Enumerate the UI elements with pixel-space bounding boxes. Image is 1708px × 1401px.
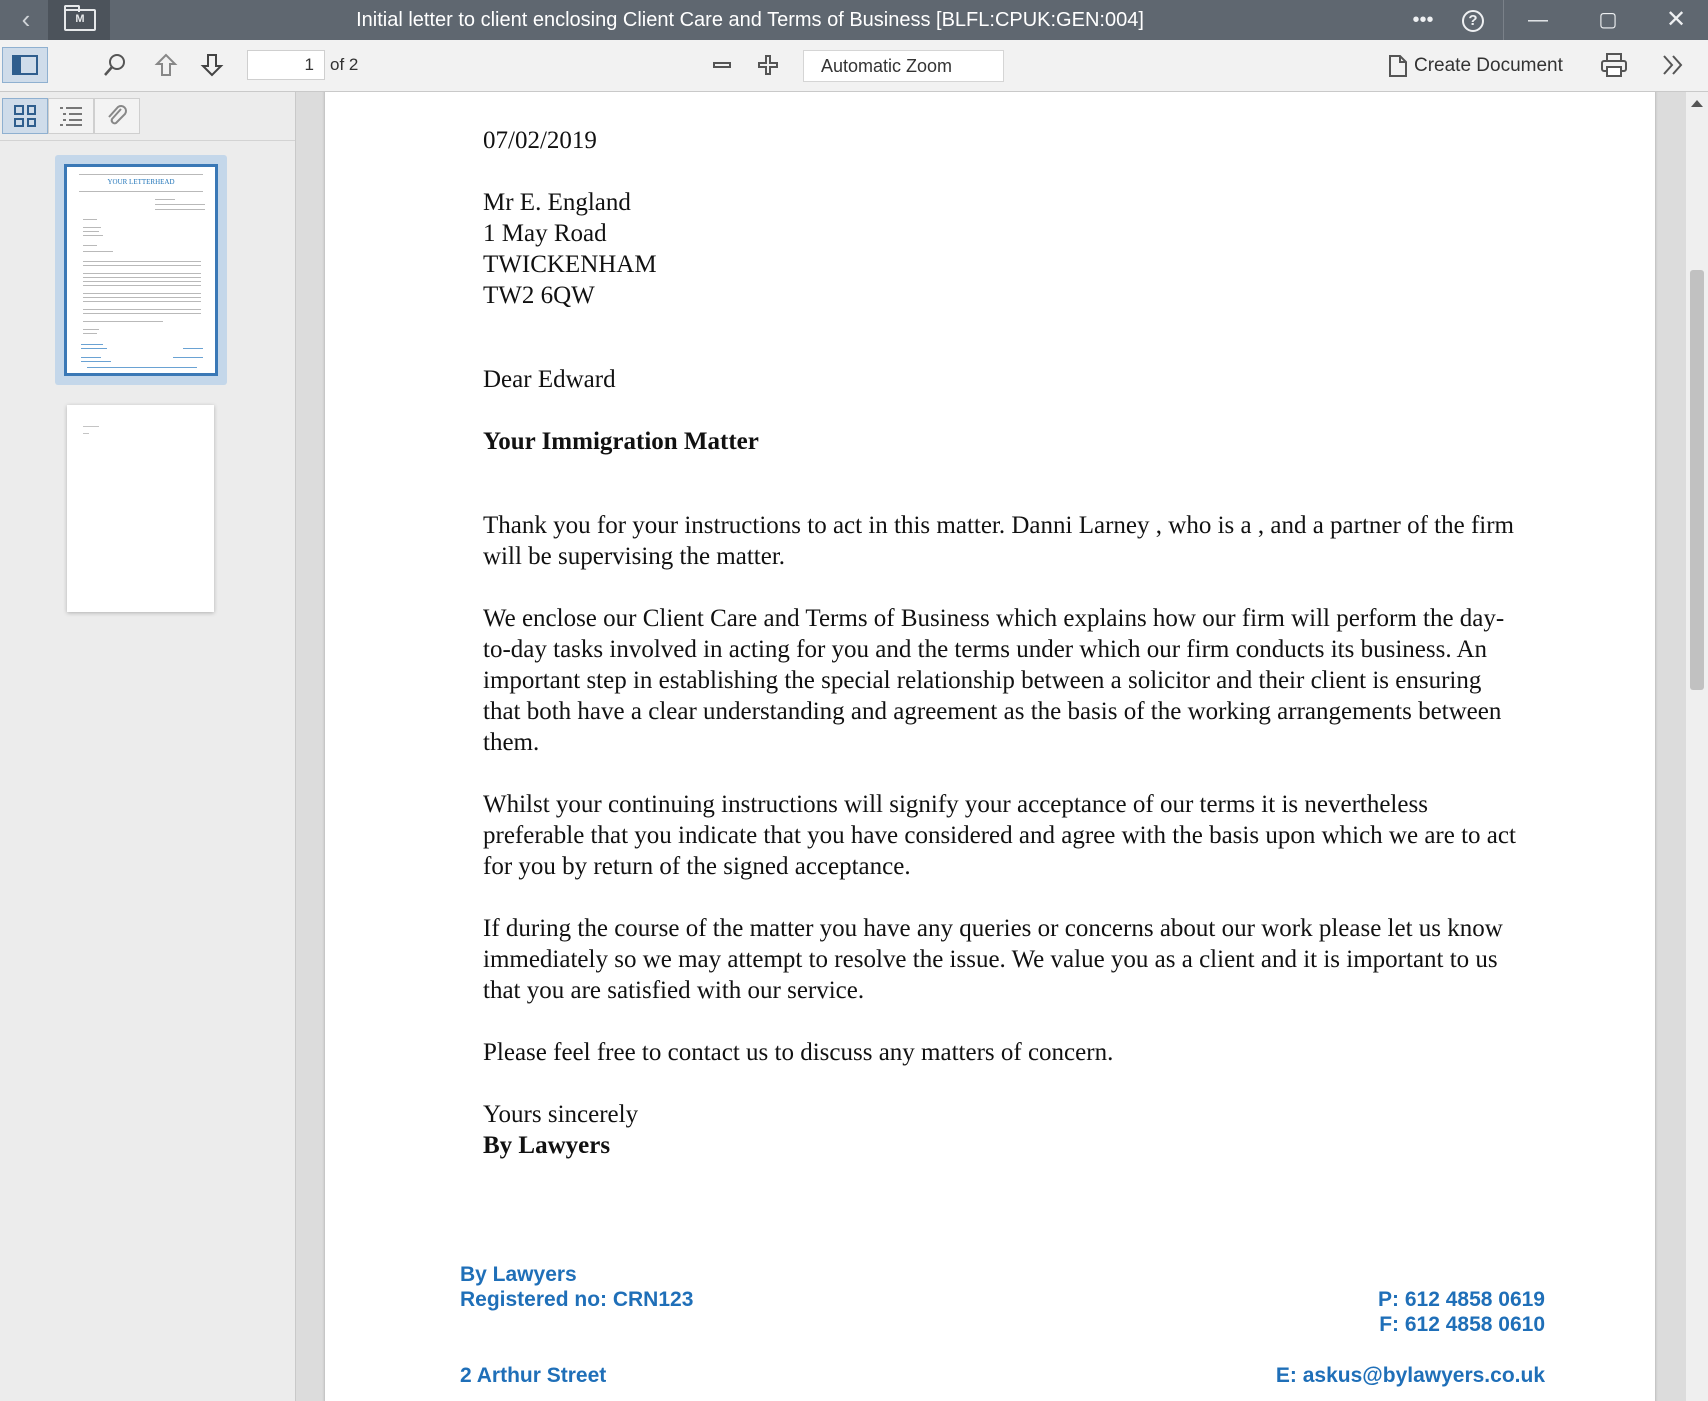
thumbnail-line [83,231,99,232]
back-button[interactable]: ‹ [21,4,31,34]
minimize-button[interactable]: — [1528,9,1548,31]
scrollbar-thumb[interactable] [1690,270,1704,690]
sidebar-toggle-button[interactable] [2,47,48,83]
footer-street: 2 Arthur Street [460,1364,607,1387]
vertical-scrollbar[interactable] [1686,92,1708,1401]
thumbnail-line [83,277,201,278]
close-button[interactable]: ✕ [1665,6,1687,33]
print-icon [1600,52,1628,78]
tab-outline[interactable] [48,98,94,134]
document-icon [1388,54,1408,78]
paragraph: Thank you for your instructions to act in this matter. Danni Larney , who is a , and a partner of the firm will be supervising the matter. [483,512,1514,570]
thumbnail-line [173,357,203,358]
signature: By Lawyers [483,1132,611,1159]
thumbnail-line [83,285,201,286]
thumbnail-line [83,245,97,246]
thumbnail-line [83,321,163,322]
thumbnail-line [83,313,201,314]
document-viewer[interactable] [297,92,1708,1401]
footer-phone: P: 612 4858 0619 [1378,1288,1545,1311]
footer-firm: By Lawyers [460,1263,577,1286]
paragraph: Please feel free to contact us to discuss any matters of concern. [483,1039,1114,1066]
thumbnails-icon [14,105,36,127]
thumbnail-line [155,209,205,210]
chevron-double-right-icon [1661,53,1685,77]
thumbnail-line [155,199,175,200]
sidebar [0,92,296,1401]
letter-body [483,125,1523,1161]
more-options-button[interactable]: ••• [1412,9,1434,31]
thumbnail-line [83,251,113,252]
thumbnail-line [155,204,205,205]
salutation: Dear Edward [483,366,616,393]
sidebar-icon [12,55,38,75]
pdf-toolbar [0,40,1708,92]
print-button[interactable] [1597,48,1631,82]
thumbnail-line [83,301,201,302]
sidebar-tabs [2,98,140,134]
thumbnail-page-1 [64,164,218,376]
arrow-down-icon [200,52,224,78]
letter-subject: Your Immigration Matter [483,428,759,455]
thumbnail-line [83,219,97,220]
help-button[interactable] [1450,0,1496,40]
create-document-button[interactable] [1388,50,1563,82]
page-thumbnail-2[interactable] [67,405,214,612]
paragraph: If during the course of the matter you have any queries or concerns about our work please let us know immediately so we may attempt to resolve the issue. We value you as a client and it is important to us that you are satisfied with our service. [483,915,1503,1004]
thumbnail-line [83,297,201,298]
thumbnail-line [83,329,99,330]
help-icon: ? [1462,10,1484,32]
minus-icon [711,54,733,76]
tab-attachments[interactable] [94,98,140,134]
tab-thumbnails[interactable] [2,98,48,134]
more-tools-button[interactable] [1656,48,1690,82]
footer-email[interactable]: E: askus@bylawyers.co.uk [1275,1364,1545,1387]
thumbnail-line [83,309,201,310]
app-icon-letter: M [75,13,85,25]
create-document-label: Create Document [1414,55,1563,76]
thumbnail-line [83,261,201,262]
thumbnail-line [83,227,101,228]
find-button[interactable] [98,48,132,82]
footer-contact [460,1287,1545,1337]
app-button[interactable] [48,0,110,40]
paperclip-icon [105,104,129,128]
paragraph: We enclose our Client Care and Terms of Business which explains how our firm will perform the day-to-day tasks involved in acting for you and the terms under which our firm conducts its business. An important step in establishing the special relationship between a solicitor and their client is ensuring that both have a clear understanding and agreement as the basis of the working arrangements between them. [483,605,1505,756]
thumbnail-line [81,357,101,358]
zoom-out-button[interactable] [705,48,739,82]
closing: Yours sincerely [483,1101,639,1128]
title-bar [0,0,1708,40]
thumbnail-line [87,367,197,368]
address-line: Mr E. England [483,189,631,216]
footer-registered: Registered no: CRN123 [460,1288,694,1311]
paragraph: Whilst your continuing instructions will signify your acceptance of our terms it is nevertheless preferable that you indicate that you have considered and agree with the basis upon which we are to act for you by return of the signed acceptance. [483,791,1516,880]
arrow-up-icon [154,52,178,78]
thumbnail-line [83,281,201,282]
page-number-input[interactable]: 1 [247,50,325,80]
window-title: Initial letter to client enclosing Client Care and Terms of Business [BLFL:CPUK:GEN:004] [356,9,1144,31]
pdf-page-1 [325,92,1655,1401]
outline-icon [58,105,84,127]
thumbnail-line [81,361,111,362]
thumbnail-line [81,344,103,345]
next-page-button[interactable] [195,48,229,82]
thumbnail-line [83,333,97,334]
page-count-label: of 2 [330,55,359,74]
thumbnail-line [83,235,103,236]
maximize-button[interactable]: ▢ [1598,9,1618,31]
scroll-up-arrow-icon[interactable] [1691,100,1703,107]
thumbnail-line [83,433,89,434]
address-line: 1 May Road [483,220,607,247]
search-icon [102,52,128,78]
thumbnail-letterhead: YOUR LETTERHEAD [107,178,175,186]
footer-fax: F: 612 4858 0610 [1379,1313,1545,1336]
thumbnail-line [83,293,201,294]
letter-date: 07/02/2019 [483,127,597,154]
plus-icon [757,54,779,76]
folder-icon [64,9,96,31]
zoom-in-button[interactable] [751,48,785,82]
thumbnail-line [183,348,203,349]
thumbnail-line [79,174,203,175]
page-thumbnail-1[interactable] [55,155,227,385]
thumbnail-line [83,273,201,274]
thumbnail-line [79,191,203,192]
thumbnail-line [83,265,201,266]
address-line: TWICKENHAM [483,251,657,278]
thumbnail-line [83,426,99,427]
sidebar-divider [0,140,295,141]
thumbnail-line [81,348,107,349]
address-line: TW2 6QW [483,282,595,309]
footer-email-row [460,1363,1545,1388]
zoom-select[interactable]: Automatic Zoom [803,50,1004,82]
titlebar-separator [1503,0,1504,40]
previous-page-button[interactable] [149,48,183,82]
